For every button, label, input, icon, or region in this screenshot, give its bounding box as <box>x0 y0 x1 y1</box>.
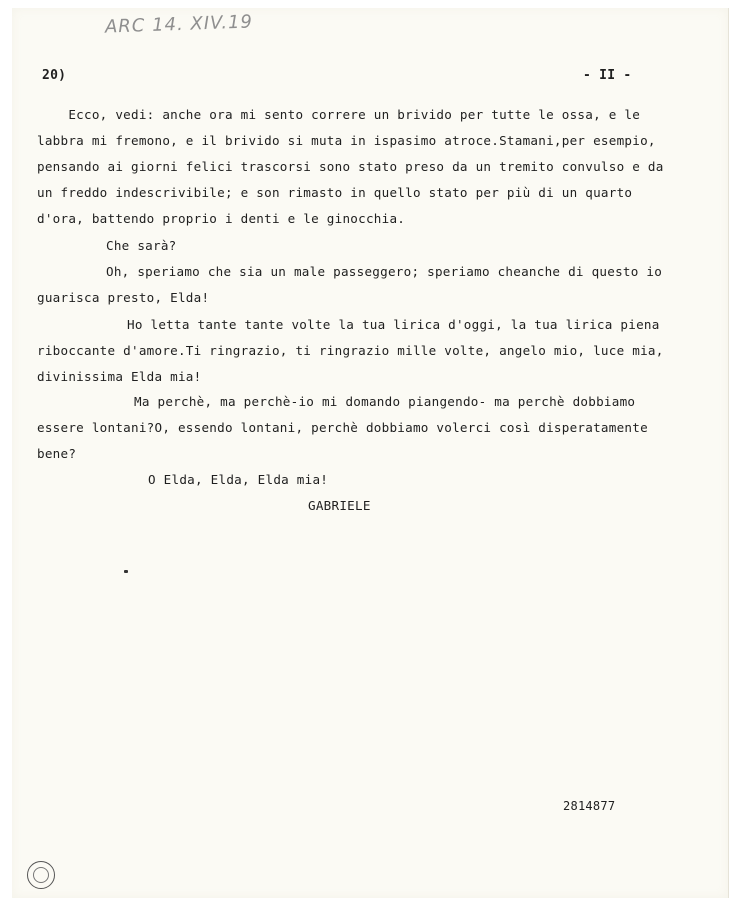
body-line: Ho letta tante tante volte la tua lirica d'oggi, la tua lirica piena <box>127 317 660 332</box>
signature: GABRIELE <box>308 498 371 513</box>
archive-reference-number: 2814877 <box>563 799 616 813</box>
body-line: bene? <box>37 446 77 461</box>
letter-number: 20) <box>42 68 67 83</box>
body-line: essere lontani?O, essendo lontani, perchè dobbiamo volerci così disperatamente <box>37 420 648 435</box>
body-line: Ecco, vedi: anche ora mi sento correre un brivido per tutte le ossa, e le <box>37 107 641 122</box>
body-line: guarisca presto, Elda! <box>37 290 210 305</box>
closing-line: O Elda, Elda, Elda mia! <box>148 472 329 487</box>
body-line: un freddo indescrivibile; e son rimasto in quello stato per più di un quarto <box>37 185 633 200</box>
page-number: - II - <box>583 68 632 83</box>
ink-mark <box>124 570 128 573</box>
body-line: pensando ai giorni felici trascorsi sono stato preso da un tremito convulso e da <box>37 159 664 174</box>
body-line: riboccante d'amore.Ti ringrazio, ti ringrazio mille volte, angelo mio, luce mia, <box>37 343 664 358</box>
body-line: labbra mi fremono, e il brivido si muta in ispasimo atroce.Stamani,per esempio, <box>37 133 656 148</box>
library-stamp <box>27 861 55 889</box>
body-line: Che sarà? <box>106 238 177 253</box>
body-line: Ma perchè, ma perchè-io mi domando piangendo- ma perchè dobbiamo <box>134 394 636 409</box>
archive-annotation: ARC 14. XIV.19 <box>104 11 254 38</box>
body-line: divinissima Elda mia! <box>37 369 202 384</box>
body-line: d'ora, battendo proprio i denti e le ginocchia. <box>37 211 406 226</box>
body-line: Oh, speriamo che sia un male passeggero; speriamo cheanche di questo io <box>106 264 663 279</box>
